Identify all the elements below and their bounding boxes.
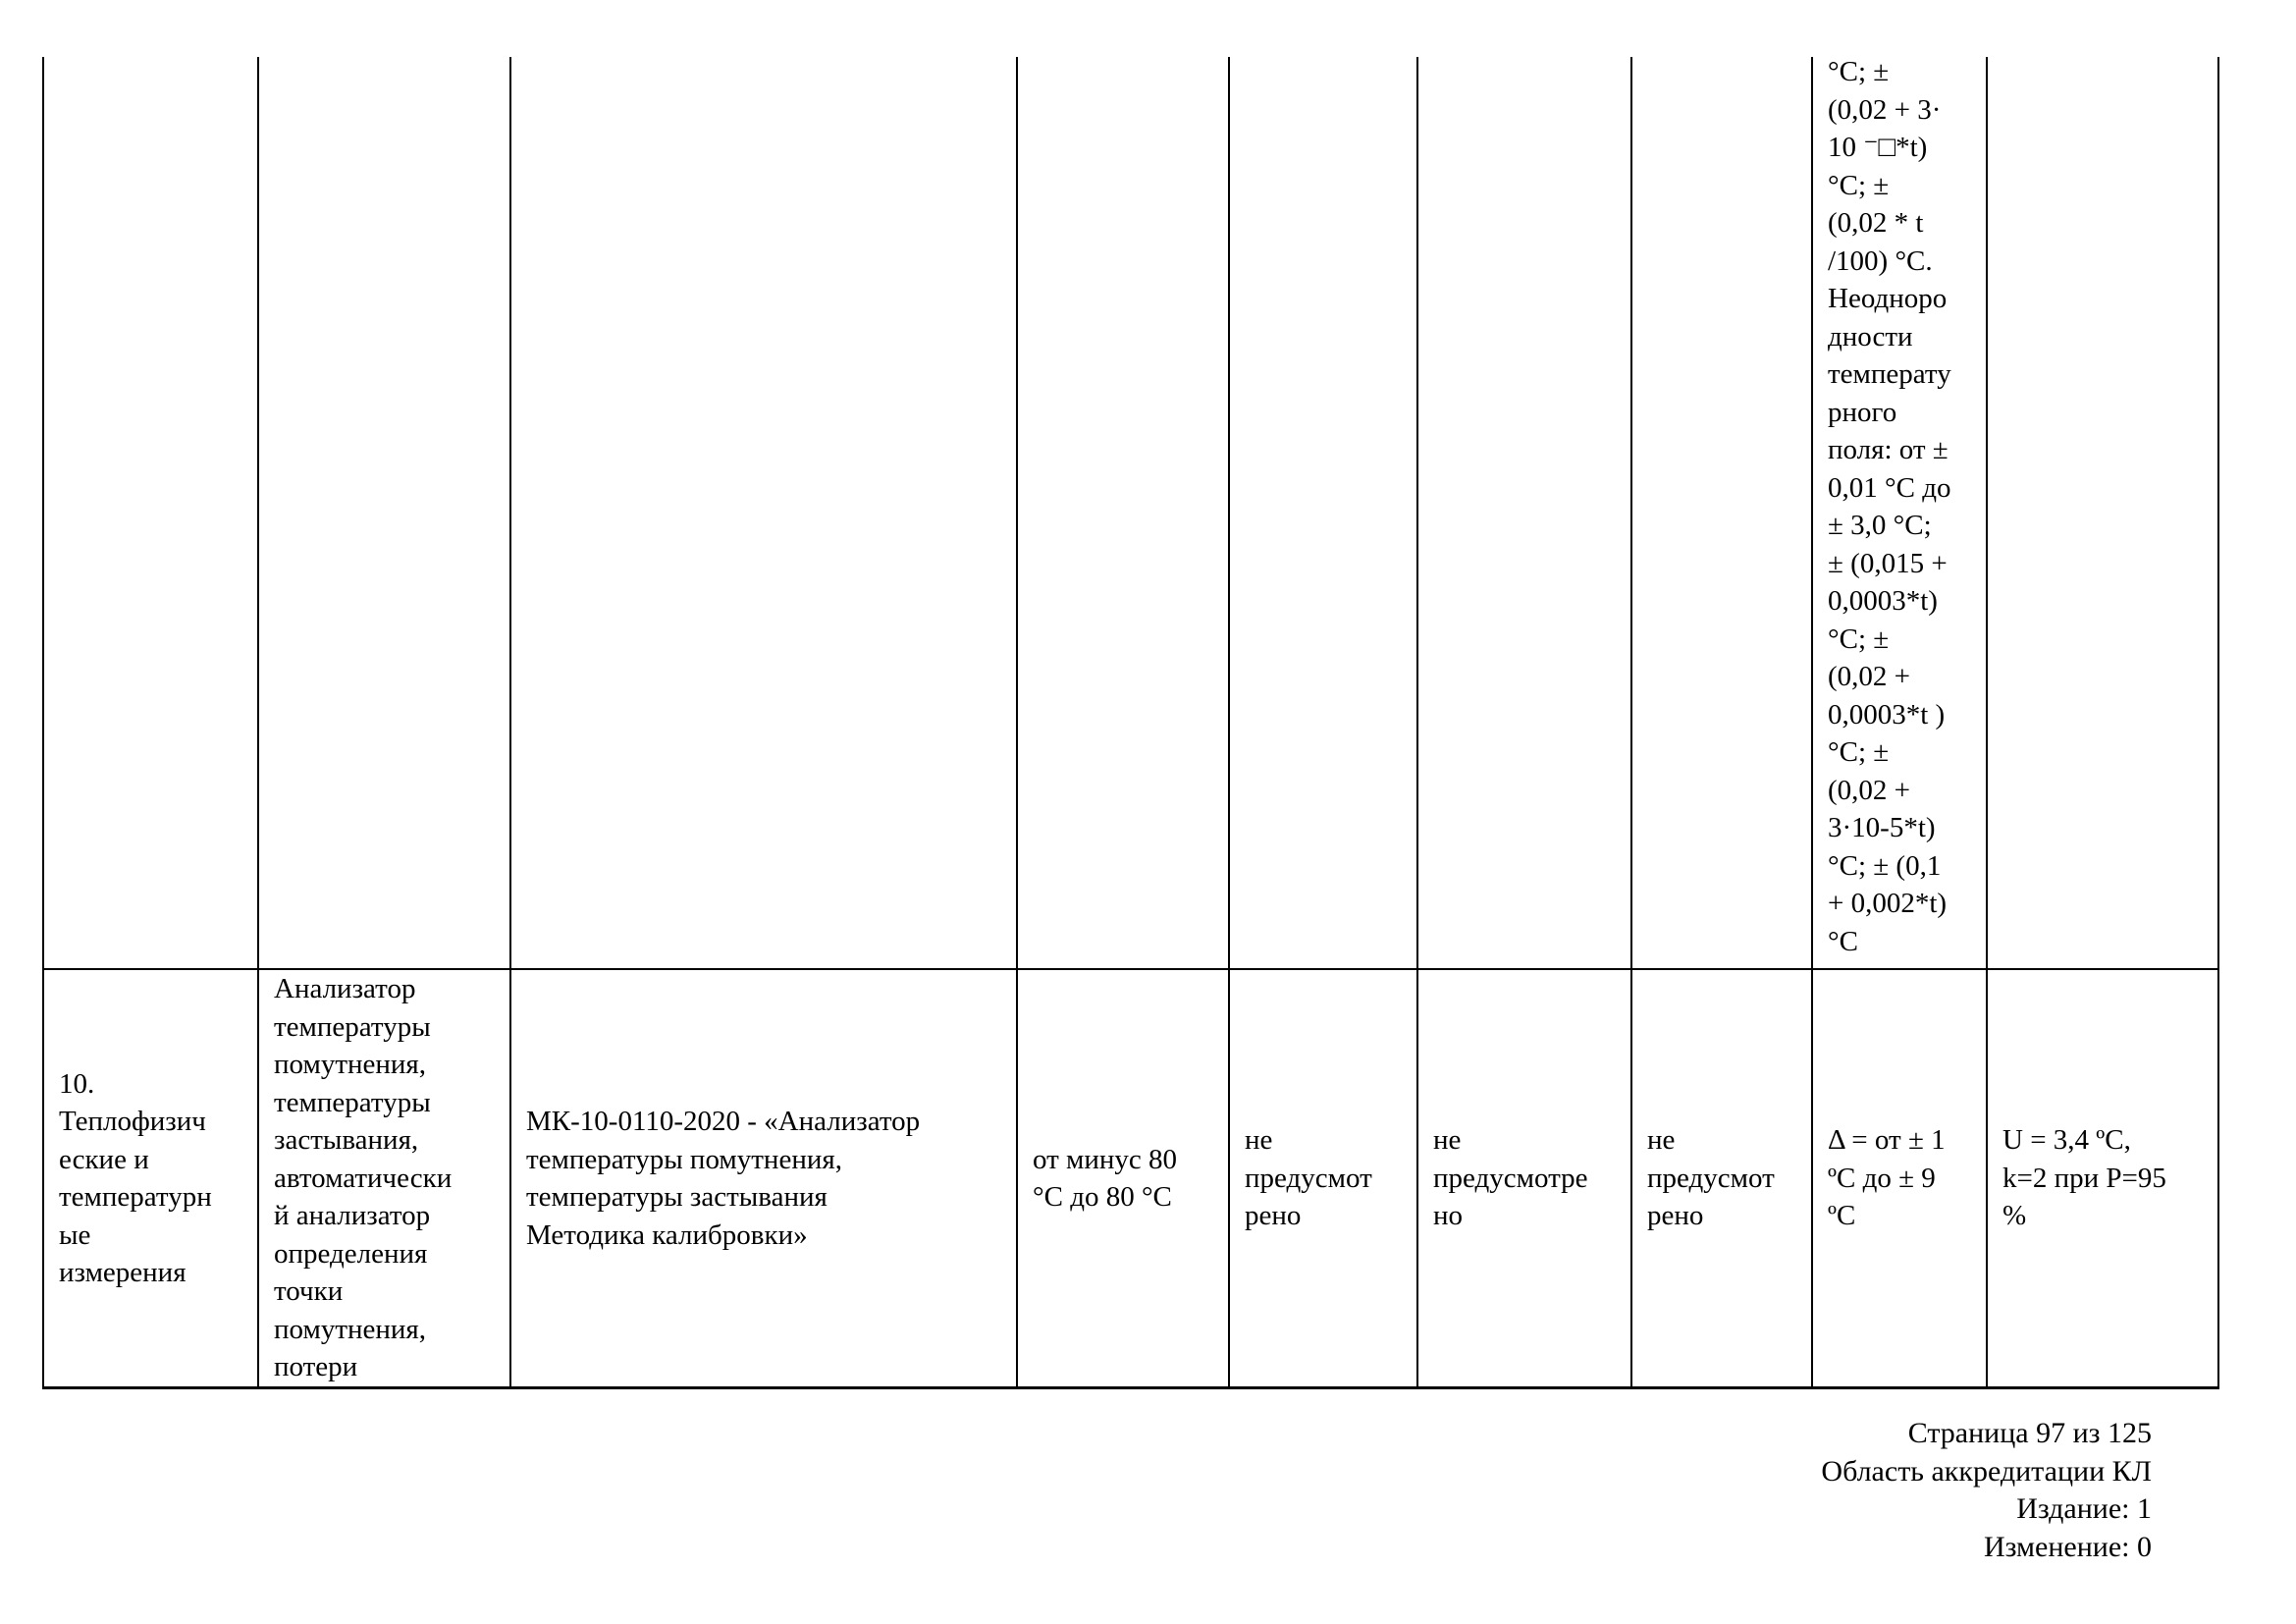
table-row-continued xyxy=(43,57,2218,969)
cell-empty xyxy=(43,57,258,969)
accuracy-text: Δ = от ± 1 ºC до ± 9 ºC xyxy=(1828,1124,1946,1232)
cell-empty xyxy=(1631,57,1812,969)
page-footer xyxy=(1821,1415,2152,1566)
cell-empty xyxy=(258,57,510,969)
cell-col6 xyxy=(1417,969,1631,1388)
table-row-10 xyxy=(43,969,2218,1388)
cell-col7 xyxy=(1631,969,1812,1388)
cell-instrument xyxy=(258,969,510,1388)
not-provided-text: не предусмотре но xyxy=(1433,1124,1588,1232)
tolerance-text: °C; ± (0,02 + 3· 10 ⁻□*t) °C; ± (0,02 * t /100) °C. Неоднoро дности температу рного поля: от ± 0,01 °C до ± 3,0 °C; ± (0,015 + 0,0003*t) °C; ± (0,02 + 0,0003*t ) °C; ± (0,02 + 3·10-5*t) °C; ± (0,1 + 0,002*t) °C xyxy=(1828,57,1951,957)
cell-uncertainty xyxy=(1987,969,2218,1388)
cell-empty xyxy=(510,57,1017,969)
cell-empty xyxy=(1017,57,1229,969)
change-number: Изменение: 0 xyxy=(1983,1530,2152,1563)
accreditation-table xyxy=(42,57,2219,1389)
cell-empty xyxy=(1229,57,1417,969)
cell-accuracy xyxy=(1812,969,1987,1388)
cell-field xyxy=(43,969,258,1388)
measurement-field: 10. Теплофизич еские и температурн ые измерения xyxy=(59,1067,212,1288)
calibration-method: МК-10-0110-2020 - «Анализатор температуры помутнения, температуры застывания Методика калибровки» xyxy=(526,1106,921,1251)
not-provided-text: не предусмот рено xyxy=(1245,1124,1372,1232)
edition: Издание: 1 xyxy=(2016,1492,2152,1525)
cell-col5 xyxy=(1229,969,1417,1388)
accreditation-scope: Область аккредитации КЛ xyxy=(1821,1454,2152,1488)
measurement-range: от минус 80 °C до 80 °C xyxy=(1033,1143,1178,1213)
cell-tolerance xyxy=(1812,57,1987,969)
cell-method xyxy=(510,969,1017,1388)
cell-range xyxy=(1017,969,1229,1388)
not-provided-text: не предусмот рено xyxy=(1647,1124,1775,1232)
page-number: Страница 97 из 125 xyxy=(1907,1417,2152,1449)
instrument-name: Анализатор температуры помутнения, температуры застывания, автоматически й анализатор определения точки помутнения, потери xyxy=(274,973,453,1382)
cell-empty xyxy=(1417,57,1631,969)
uncertainty-text: U = 3,4 ºC, k=2 при P=95 % xyxy=(2002,1124,2166,1232)
cell-empty xyxy=(1987,57,2218,969)
